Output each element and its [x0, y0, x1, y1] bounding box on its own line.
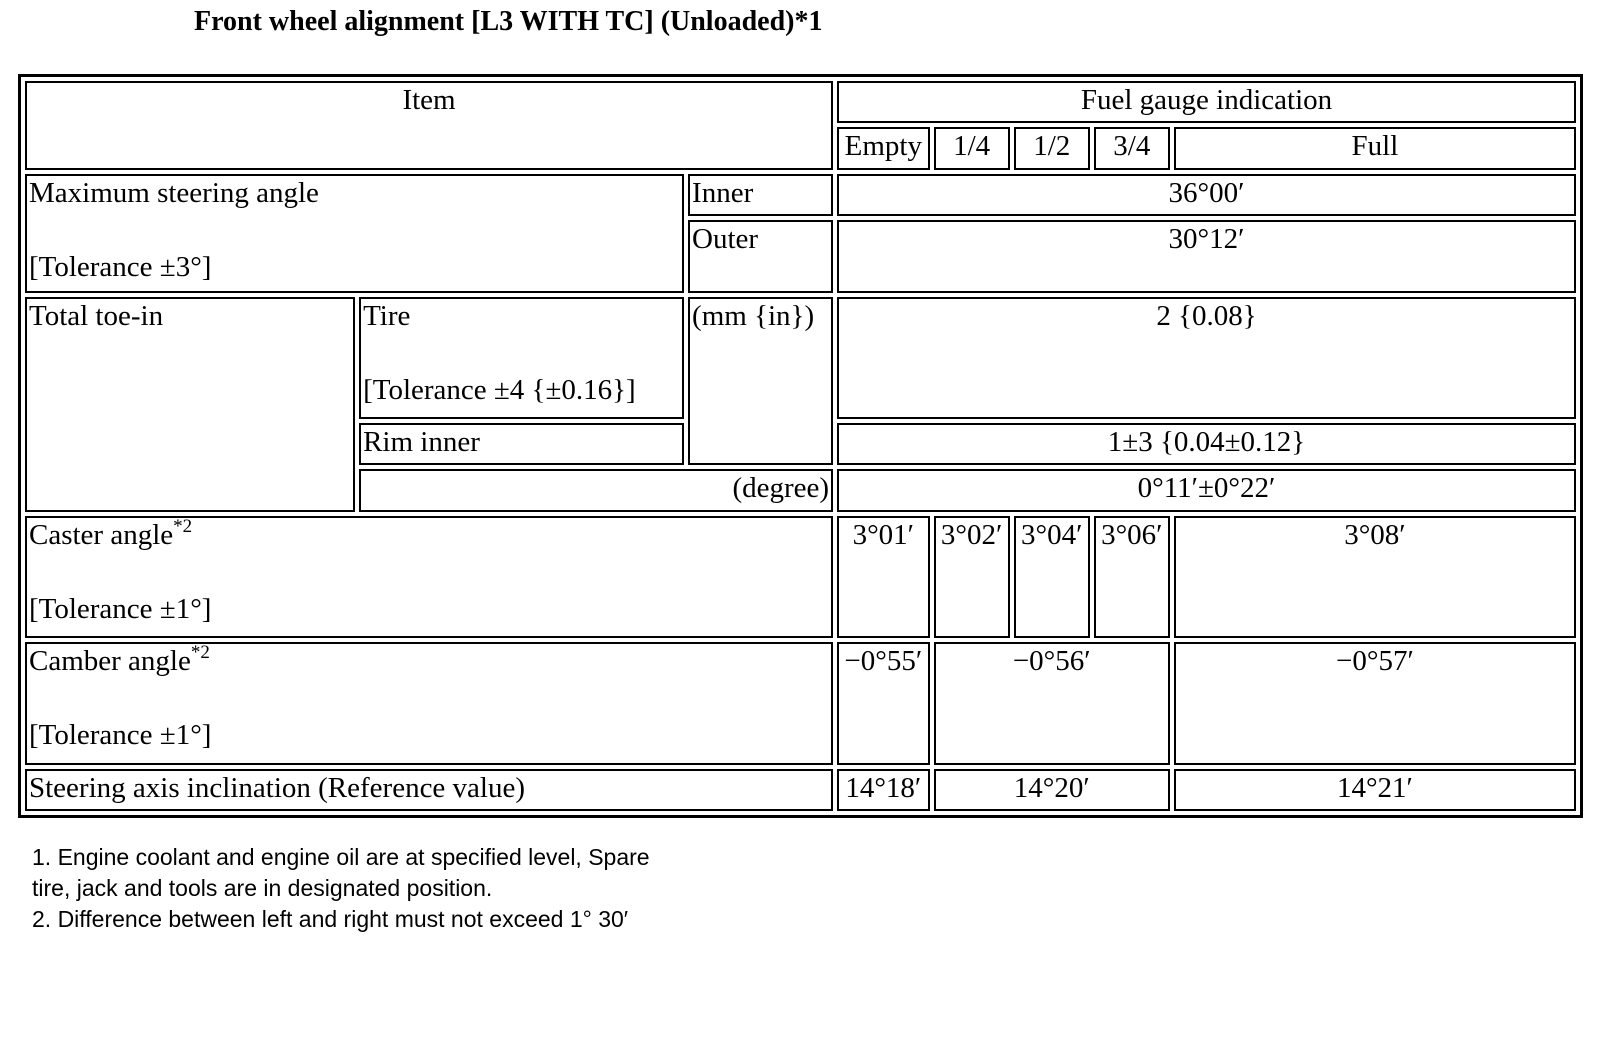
page-title: Front wheel alignment [L3 WITH TC] (Unloaded)*1 — [194, 6, 823, 37]
fuel-level-full: Full — [1174, 127, 1576, 169]
max-steering-angle-tolerance: [Tolerance ±3°] — [29, 250, 212, 283]
fuel-level-quarter: 1/4 — [934, 127, 1010, 169]
outer-label: Outer — [688, 220, 833, 293]
camber-footnote-ref: *2 — [190, 642, 210, 664]
max-steering-angle-title: Maximum steering angle — [29, 176, 319, 209]
inner-label: Inner — [688, 174, 833, 217]
table-row — [25, 516, 1576, 639]
footnote-1: 1. Engine coolant and engine oil are at specified level, Spare tire, jack and tools are in designated position. — [32, 844, 650, 901]
camber-angle-label — [25, 642, 833, 765]
tire-tolerance: [Tolerance ±4 {±0.16}] — [363, 373, 636, 406]
footnotes — [32, 842, 672, 935]
footnote-2: 2. Difference between left and right must not exceed 1° 30′ — [32, 906, 629, 932]
toe-degree-value: 0°11′±0°22′ — [837, 469, 1576, 511]
caster-angle-tolerance: [Tolerance ±1°] — [29, 592, 212, 625]
camber-mid-value: −0°56′ — [934, 642, 1170, 765]
sai-full-value: 14°21′ — [1174, 769, 1576, 811]
table-row — [25, 769, 1576, 811]
steering-axis-inclination-label: Steering axis inclination (Reference value) — [25, 769, 833, 811]
table-row — [25, 174, 1576, 217]
table-row — [25, 297, 1576, 420]
item-header: Item — [25, 81, 833, 170]
fuel-level-half: 1/2 — [1014, 127, 1090, 169]
rim-inner-value: 1±3 {0.04±0.12} — [837, 423, 1576, 465]
caster-half-value: 3°04′ — [1014, 516, 1090, 639]
sai-empty-value: 14°18′ — [837, 769, 930, 811]
tire-toe-value: 2 {0.08} — [837, 297, 1576, 420]
caster-footnote-ref: *2 — [173, 515, 193, 537]
caster-three-quarter-value: 3°06′ — [1094, 516, 1170, 639]
caster-quarter-value: 3°02′ — [934, 516, 1010, 639]
camber-angle-title: Camber angle — [29, 645, 191, 678]
header-row — [25, 81, 1576, 123]
fuel-gauge-header: Fuel gauge indication — [837, 81, 1576, 123]
outer-steering-value: 30°12′ — [837, 220, 1576, 293]
table-row — [25, 642, 1576, 765]
total-toe-in-label: Total toe-in — [25, 297, 355, 512]
inner-steering-value: 36°00′ — [837, 174, 1576, 217]
caster-empty-value: 3°01′ — [837, 516, 930, 639]
camber-angle-tolerance: [Tolerance ±1°] — [29, 719, 212, 752]
tire-title: Tire — [363, 299, 411, 332]
caster-angle-title: Caster angle — [29, 518, 174, 551]
unit-degree: (degree) — [359, 469, 833, 511]
max-steering-angle-label — [25, 174, 684, 293]
fuel-level-three-quarter: 3/4 — [1094, 127, 1170, 169]
rim-inner-label: Rim inner — [359, 423, 684, 465]
caster-full-value: 3°08′ — [1174, 516, 1576, 639]
camber-empty-value: −0°55′ — [837, 642, 930, 765]
sai-mid-value: 14°20′ — [934, 769, 1170, 811]
fuel-level-empty: Empty — [837, 127, 930, 169]
tire-label — [359, 297, 684, 420]
unit-mm-in: (mm {in}) — [688, 297, 833, 466]
alignment-spec-table — [18, 74, 1583, 818]
camber-full-value: −0°57′ — [1174, 642, 1576, 765]
caster-angle-label — [25, 516, 833, 639]
